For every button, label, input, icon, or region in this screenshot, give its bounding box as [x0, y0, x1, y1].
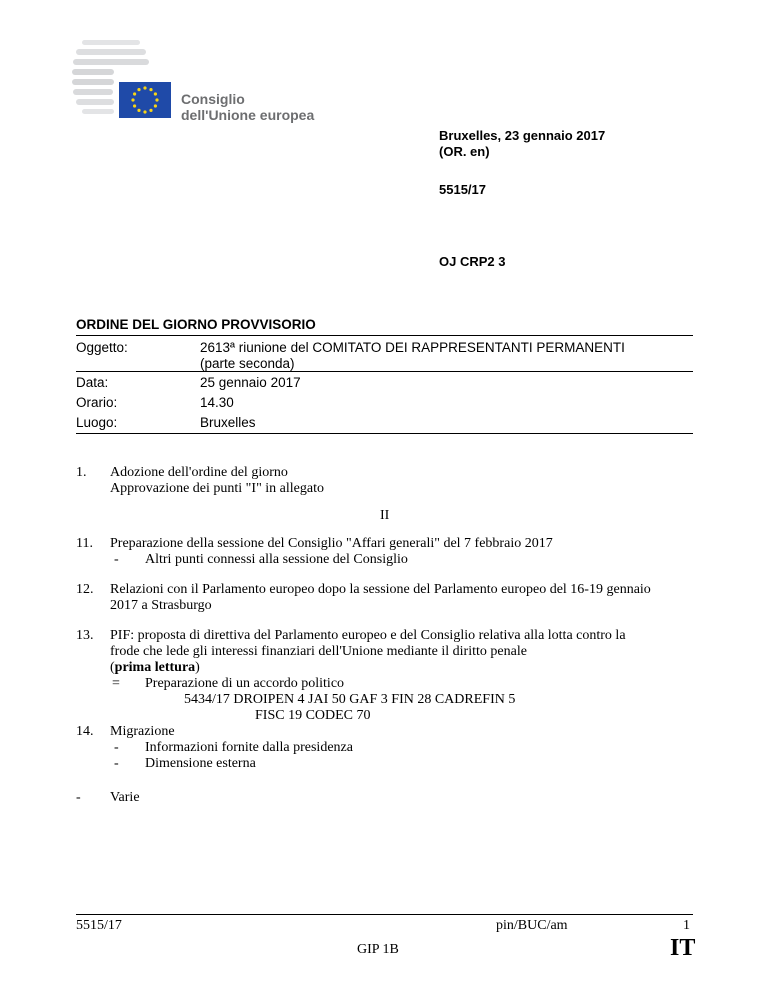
item-11-dash: - — [114, 552, 119, 567]
item-12-title-line1: Relazioni con il Parlamento europeo dopo la sessione del Parlamento europeo del 16-19 gennaio — [110, 582, 651, 597]
subject-value-line2: (parte seconda) — [200, 356, 295, 371]
header-original-language: (OR. en) — [439, 144, 490, 159]
item-14-title: Migrazione — [110, 724, 175, 739]
item-13-doc-ref-line2: FISC 19 CODEC 70 — [255, 708, 371, 723]
time-label: Orario: — [76, 395, 118, 410]
misc-item: Varie — [110, 790, 140, 805]
paren-open: ( — [110, 660, 115, 675]
council-name-line2: dell'Unione europea — [181, 107, 315, 123]
item-14-subpoint-1: Informazioni fornite dalla presidenza — [145, 740, 353, 755]
footer-divider — [76, 914, 693, 915]
time-value: 14.30 — [200, 395, 234, 410]
paren-close: ) — [195, 660, 200, 675]
item-11-title: Preparazione della sessione del Consiglio "Affari generali" del 7 febbraio 2017 — [110, 536, 553, 551]
date-value: 25 gennaio 2017 — [200, 375, 301, 390]
item-13-title-line2: frode che lede gli interessi finanziari dell'Unione mediante il diritto penale — [110, 644, 527, 659]
divider-subject — [76, 371, 693, 372]
item-14-number: 14. — [76, 724, 94, 739]
divider-top — [76, 335, 693, 336]
footer-initials: pin/BUC/am — [496, 918, 568, 933]
footer-language: IT — [670, 935, 696, 961]
council-name — [181, 91, 314, 123]
item-14-dash-2: - — [114, 756, 119, 771]
item-1-number: 1. — [76, 465, 87, 480]
place-label: Luogo: — [76, 415, 118, 430]
item-13-title-line1: PIF: proposta di direttiva del Parlamento europeo e del Consiglio relativa alla lotta contro la — [110, 628, 626, 643]
section-heading: II — [380, 508, 390, 523]
misc-dash: - — [76, 790, 81, 805]
item-1-subtitle: Approvazione dei punti "I" in allegato — [110, 481, 324, 496]
eu-stars-icon — [119, 82, 171, 118]
footer-department: GIP 1B — [357, 942, 399, 957]
subject-label: Oggetto: — [76, 340, 128, 355]
item-13-doc-ref-line1: 5434/17 DROIPEN 4 JAI 50 GAF 3 FIN 28 CADREFIN 5 — [184, 692, 516, 707]
item-13-reading — [110, 660, 200, 677]
item-11-subpoint: Altri punti connessi alla sessione del Consiglio — [145, 552, 408, 567]
footer-doc-number: 5515/17 — [76, 918, 122, 933]
council-name-line1: Consiglio — [181, 91, 245, 107]
header-reference: OJ CRP2 3 — [439, 254, 506, 269]
header-doc-number: 5515/17 — [439, 182, 486, 197]
item-1-title: Adozione dell'ordine del giorno — [110, 465, 288, 480]
item-13-number: 13. — [76, 628, 94, 643]
place-value: Bruxelles — [200, 415, 256, 430]
item-12-number: 12. — [76, 582, 94, 597]
item-14-dash-1: - — [114, 740, 119, 755]
agenda-title: ORDINE DEL GIORNO PROVVISORIO — [76, 317, 316, 332]
subject-value-line1: 2613ª riunione del COMITATO DEI RAPPRESENTANTI PERMANENTI — [200, 340, 625, 355]
item-13-equals: = — [112, 676, 120, 691]
item-14-subpoint-2: Dimensione esterna — [145, 756, 256, 771]
header-date: Bruxelles, 23 gennaio 2017 — [439, 128, 606, 143]
item-12-title-line2: 2017 a Strasburgo — [110, 598, 212, 613]
item-11-number: 11. — [76, 536, 93, 551]
item-13-subpoint: Preparazione di un accordo politico — [145, 676, 345, 691]
reading-stage: prima lettura — [114, 660, 196, 675]
date-label: Data: — [76, 375, 109, 390]
footer-page-number: 1 — [683, 918, 690, 933]
divider-bottom — [76, 433, 693, 434]
eu-flag — [119, 82, 171, 118]
council-logo — [70, 36, 330, 126]
